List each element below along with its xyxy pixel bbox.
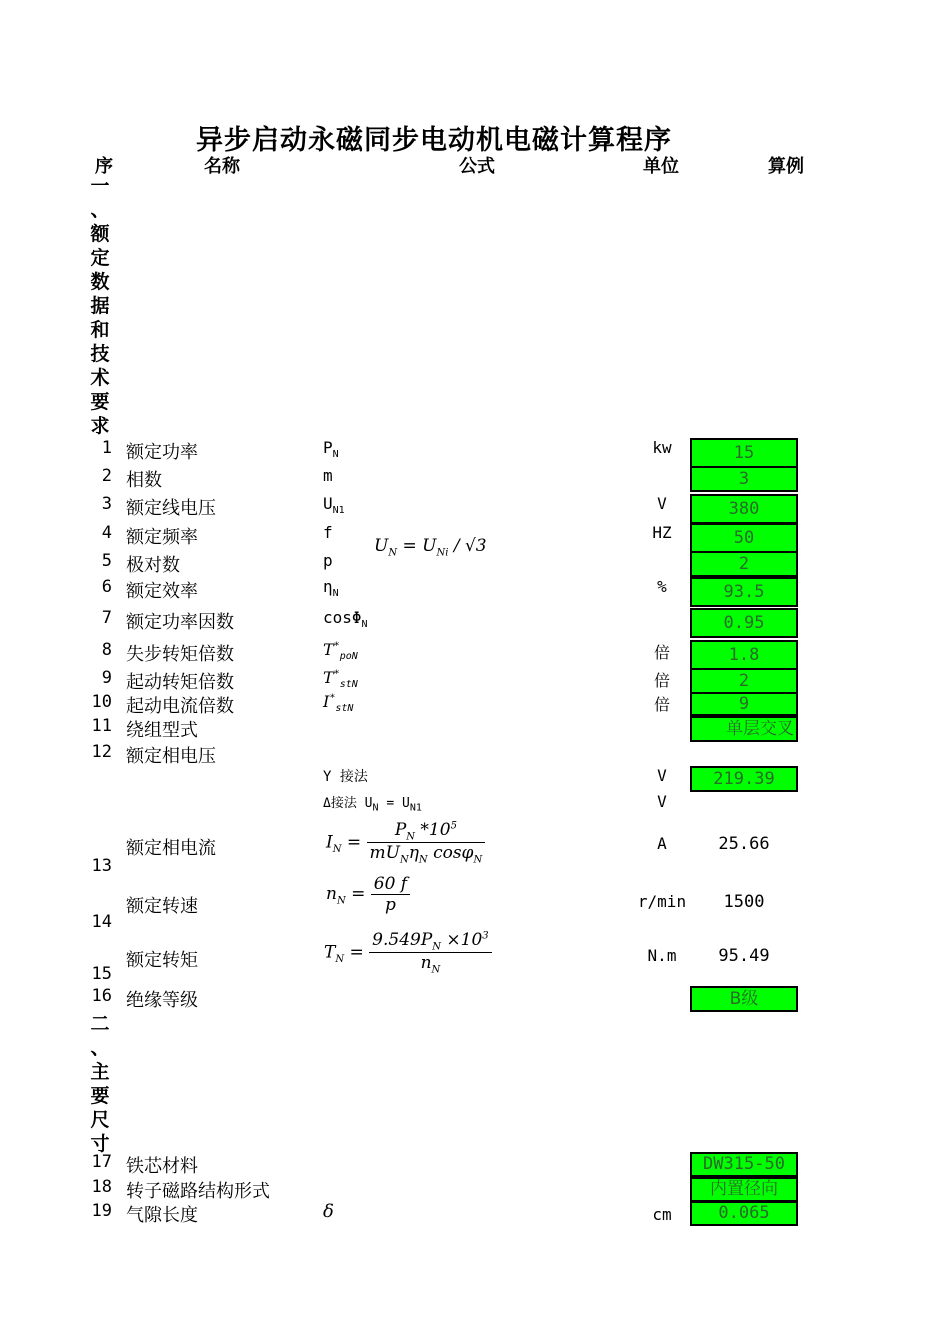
input-cell[interactable]: 单层交叉: [690, 716, 798, 742]
table-row: [0, 892, 950, 932]
row-number: 4: [101, 523, 112, 543]
section-char: 寸: [90, 1133, 110, 1155]
row-number: 8: [101, 640, 112, 660]
table-row: [0, 986, 950, 1012]
input-cell[interactable]: 3: [690, 466, 798, 492]
row-symbol: δ: [323, 1201, 334, 1222]
header-formula: 公式: [459, 156, 495, 177]
row-number: 18: [91, 1177, 112, 1197]
table-row: [0, 792, 950, 818]
row-name: 额定相电压: [126, 746, 216, 767]
row-unit: r/min: [637, 892, 687, 911]
row-name: 相数: [126, 470, 162, 491]
table-row: [0, 608, 950, 634]
row-number: 3: [101, 494, 112, 514]
header-name: 名称: [204, 156, 240, 177]
input-cell[interactable]: 93.5: [690, 577, 798, 607]
input-cell[interactable]: 2: [690, 551, 798, 577]
row-number: 1: [101, 438, 112, 458]
input-cell[interactable]: 219.39: [690, 766, 798, 792]
section-char: 要: [90, 1085, 110, 1107]
row-unit: kw: [652, 438, 672, 457]
row-name: 额定频率: [126, 527, 198, 548]
input-cell[interactable]: 0.95: [690, 608, 798, 638]
row-name: 气隙长度: [126, 1205, 198, 1226]
input-cell[interactable]: 50: [690, 523, 798, 553]
page-title: 异步启动永磁同步电动机电磁计算程序: [196, 125, 672, 156]
row-name: 额定功率: [126, 442, 198, 463]
table-row: [0, 551, 950, 577]
header-seq: 序: [95, 156, 113, 177]
row-number: 15: [91, 964, 112, 984]
input-cell[interactable]: 380: [690, 494, 798, 524]
row-symbol: m: [323, 466, 333, 485]
header-unit: 单位: [643, 156, 679, 177]
row-symbol: f: [323, 523, 333, 542]
row-unit: V: [657, 792, 667, 811]
row-number: 6: [101, 577, 112, 597]
input-cell[interactable]: 9: [690, 692, 798, 716]
row-number: 16: [91, 986, 112, 1006]
row-symbol: cosΦ$_N$: [323, 608, 368, 631]
row-name: 起动电流倍数: [126, 696, 234, 717]
row-unit: V: [657, 766, 667, 785]
row-number: 2: [101, 466, 112, 486]
row-symbol: Δ接法 $U_N = U_{N1}$: [323, 796, 422, 814]
row-symbol: $P_N$: [323, 438, 339, 461]
row-symbol: Y 接法: [323, 769, 368, 785]
row-name: 额定线电压: [126, 498, 216, 519]
table-row: [0, 742, 950, 768]
row-number: 9: [101, 668, 112, 688]
section-char: 据: [90, 295, 110, 317]
section-char: 、: [90, 1037, 110, 1059]
row-number: 14: [91, 912, 112, 932]
row-symbol: $T^*_{stN}$: [323, 668, 358, 691]
section-char: 尺: [90, 1109, 110, 1131]
row-name: 额定功率因数: [126, 612, 234, 633]
row-unit: 倍: [653, 695, 670, 714]
input-cell[interactable]: 15: [690, 438, 798, 468]
row-name: 绕组型式: [126, 720, 198, 741]
section-char: 要: [90, 391, 110, 413]
table-row: [0, 716, 950, 742]
section-char: 技: [90, 343, 110, 365]
input-cell[interactable]: 1.8: [690, 640, 798, 670]
header-calc: 算例: [768, 156, 804, 177]
section-char: 主: [90, 1061, 110, 1083]
row-unit: 倍: [653, 671, 670, 690]
section-char: 数: [90, 271, 110, 293]
row-unit: HZ: [652, 523, 672, 542]
section-char: 、: [90, 199, 110, 221]
row-number: 10: [91, 692, 112, 712]
section-char: 术: [90, 367, 110, 389]
row-unit: 倍: [653, 643, 670, 662]
table-row: [0, 1152, 950, 1178]
row-symbol: $\eta_N$: [323, 577, 339, 600]
row-name: 额定转速: [126, 896, 198, 917]
row-symbol: $U_{N1}$: [323, 494, 345, 517]
row-unit: A: [657, 834, 667, 853]
row-number: 13: [91, 856, 112, 876]
table-row: [0, 494, 950, 520]
computed-value: 1500: [723, 892, 765, 912]
table-row: [0, 466, 950, 492]
row-name: 极对数: [126, 555, 180, 576]
table-row: [0, 438, 950, 464]
section-rated-data: [90, 174, 110, 438]
row-unit: %: [657, 577, 667, 596]
input-cell[interactable]: 内置径向: [690, 1177, 798, 1202]
row-number: 5: [101, 551, 112, 571]
row-number: 12: [91, 742, 112, 762]
section-char: 二: [90, 1013, 110, 1035]
formula-phase-voltage: $U_N = U_{Ni} / √3$: [374, 536, 487, 559]
input-cell[interactable]: DW315-50: [690, 1152, 798, 1177]
formula-phase-current: $I_N$ = $\frac{P_N *10^5}{mU_N\eta_N \cos\varphi_N}$: [326, 820, 485, 866]
row-name: 铁芯材料: [126, 1156, 198, 1177]
row-symbol: $T^*_{poN}$: [323, 640, 358, 663]
row-name: 失步转矩倍数: [126, 644, 234, 665]
section-char: 求: [90, 415, 110, 437]
row-number: 17: [91, 1152, 112, 1172]
formula-speed: $n_N$ = $\frac{60 f}{p}$: [326, 874, 410, 915]
row-unit: cm: [652, 1205, 672, 1224]
section-main-dimensions: [90, 1012, 110, 1156]
computed-value: 25.66: [718, 834, 770, 854]
table-row: [0, 766, 950, 792]
table-row: [0, 640, 950, 666]
row-symbol: p: [323, 551, 333, 570]
computed-value: 95.49: [718, 946, 770, 966]
table-row: [0, 1201, 950, 1227]
row-name: 转子磁路结构形式: [126, 1181, 270, 1202]
row-name: 额定转矩: [126, 950, 198, 971]
input-cell[interactable]: B级: [690, 986, 798, 1012]
row-name: 额定效率: [126, 581, 198, 602]
row-number: 19: [91, 1201, 112, 1221]
row-name: 绝缘等级: [126, 990, 198, 1011]
table-row: [0, 1177, 950, 1203]
section-char: 额: [90, 223, 110, 245]
input-cell[interactable]: 2: [690, 668, 798, 694]
row-number: 11: [91, 716, 112, 736]
row-symbol: $I^*_{stN}$: [323, 692, 354, 715]
row-name: 起动转矩倍数: [126, 672, 234, 693]
row-name: 额定相电流: [126, 838, 216, 859]
row-unit: N.m: [647, 946, 677, 965]
section-char: 和: [90, 319, 110, 341]
section-char: 一: [90, 175, 110, 197]
formula-torque: $T_N$ = $\frac{9.549P_N \times 10^3}{n_N}$: [324, 930, 492, 976]
table-row: [0, 692, 950, 718]
input-cell[interactable]: 0.065: [690, 1201, 798, 1226]
row-number: 7: [101, 608, 112, 628]
table-row: [0, 577, 950, 603]
table-row: [0, 668, 950, 694]
section-char: 定: [90, 247, 110, 269]
row-unit: V: [657, 494, 667, 513]
